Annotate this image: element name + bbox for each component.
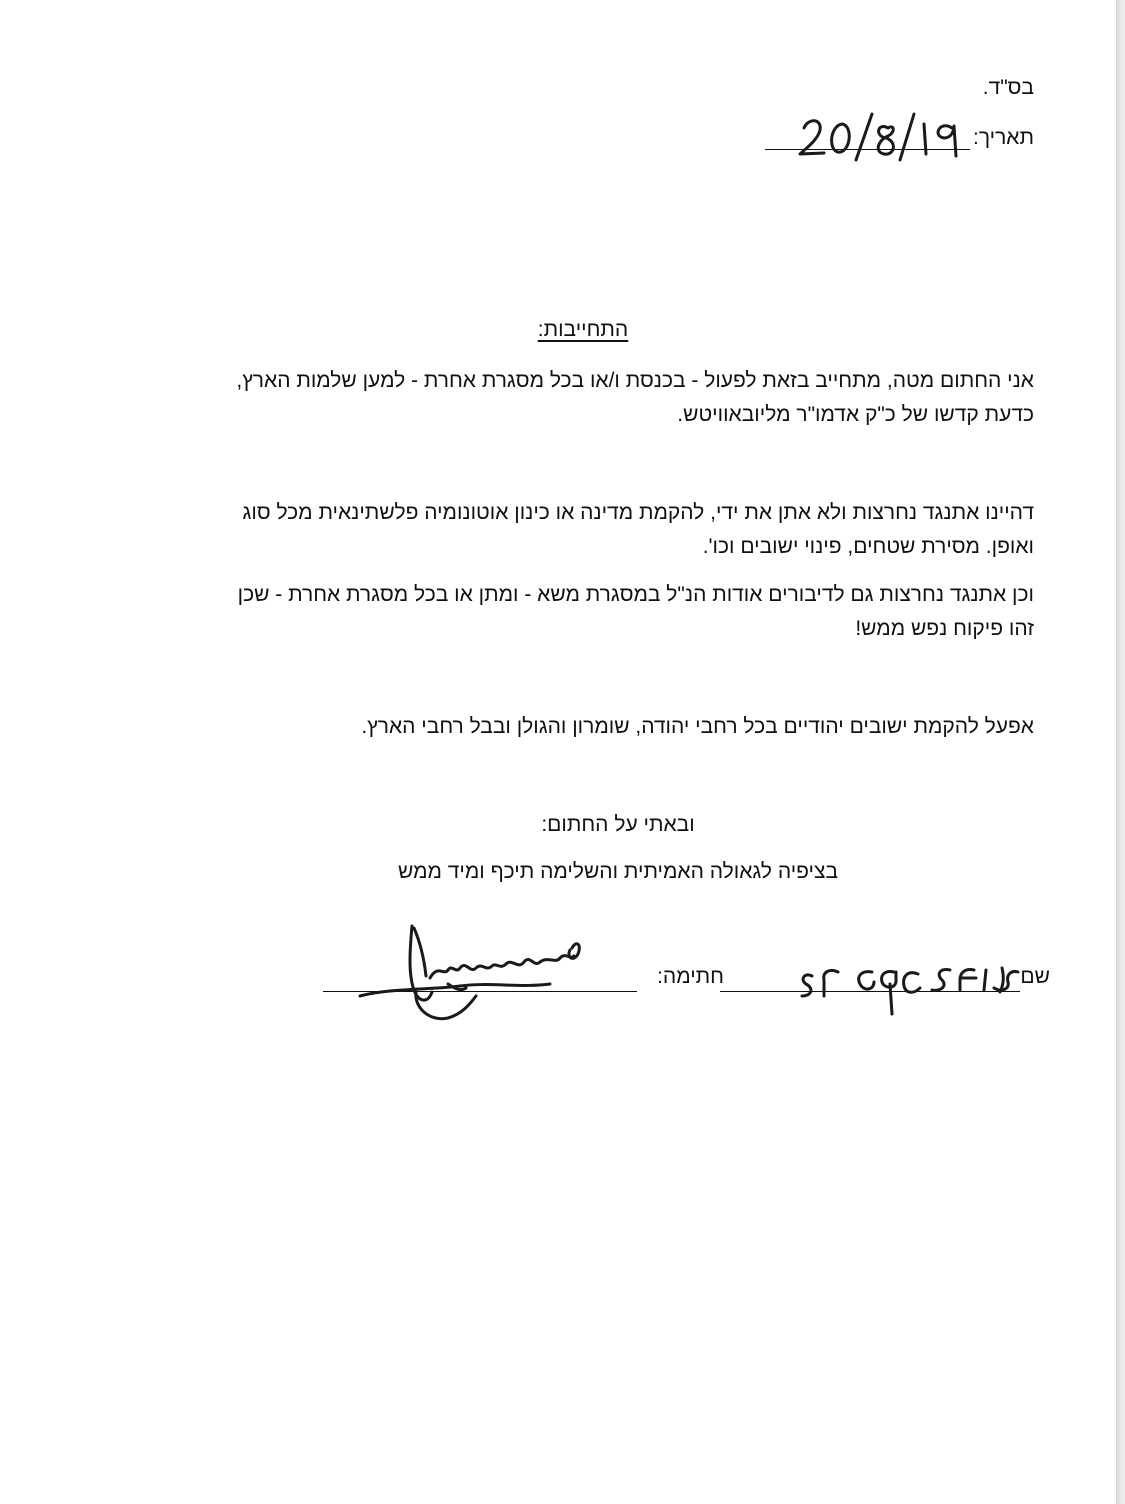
paragraph-negotiations-line2: זהו פיקוח נפש ממש! xyxy=(855,617,1034,640)
handwritten-date xyxy=(790,106,970,162)
handwritten-name xyxy=(790,956,1030,1020)
header-bsd: בס"ד. xyxy=(982,76,1034,99)
date-label: תאריך: xyxy=(972,126,1034,149)
name-label: שם xyxy=(1020,965,1050,988)
paragraph-opposition xyxy=(174,496,1034,564)
paragraph-commitment-line1: אני החתום מטה, מתחייב בזאת לפעול - בכנסת ו/או בכל מסגרת אחרת - למען שלמות הארץ, xyxy=(236,369,1034,392)
paragraph-opposition-line1: דהיינו אתנגד נחרצות ולא אתן את ידי, להקמת מדינה או כינון אוטונומיה פלשתינאית מכל סוג xyxy=(242,501,1034,524)
paragraph-opposition-line2: ואופן. מסירת שטחים, פינוי ישובים וכו'. xyxy=(702,535,1034,558)
paragraph-settlements: אפעל להקמת ישובים יהודיים בכל רחבי יהודה, שומרון והגולן ובבל רחבי הארץ. xyxy=(361,715,1034,738)
paragraph-negotiations-line1: וכן אתנגד נחרצות גם לדיבורים אודות הנ"ל במסגרת משא - ומתן או בכל מסגרת אחרת - שכן xyxy=(237,583,1034,606)
paragraph-commitment xyxy=(174,364,1034,432)
closing-line-signed: ובאתי על החתום: xyxy=(541,813,695,836)
paragraph-negotiations xyxy=(174,578,1034,646)
closing-line-redemption: בציפיה לגאולה האמיתית והשלימה תיכף ומיד ממש xyxy=(397,860,839,883)
paragraph-commitment-line2: כדעת קדשו של כ"ק אדמו"ר מליובאוויטש. xyxy=(677,403,1034,426)
document-title: התחייבות: xyxy=(537,318,629,341)
signature-label: חתימה: xyxy=(657,965,724,988)
handwritten-signature xyxy=(320,918,590,1030)
